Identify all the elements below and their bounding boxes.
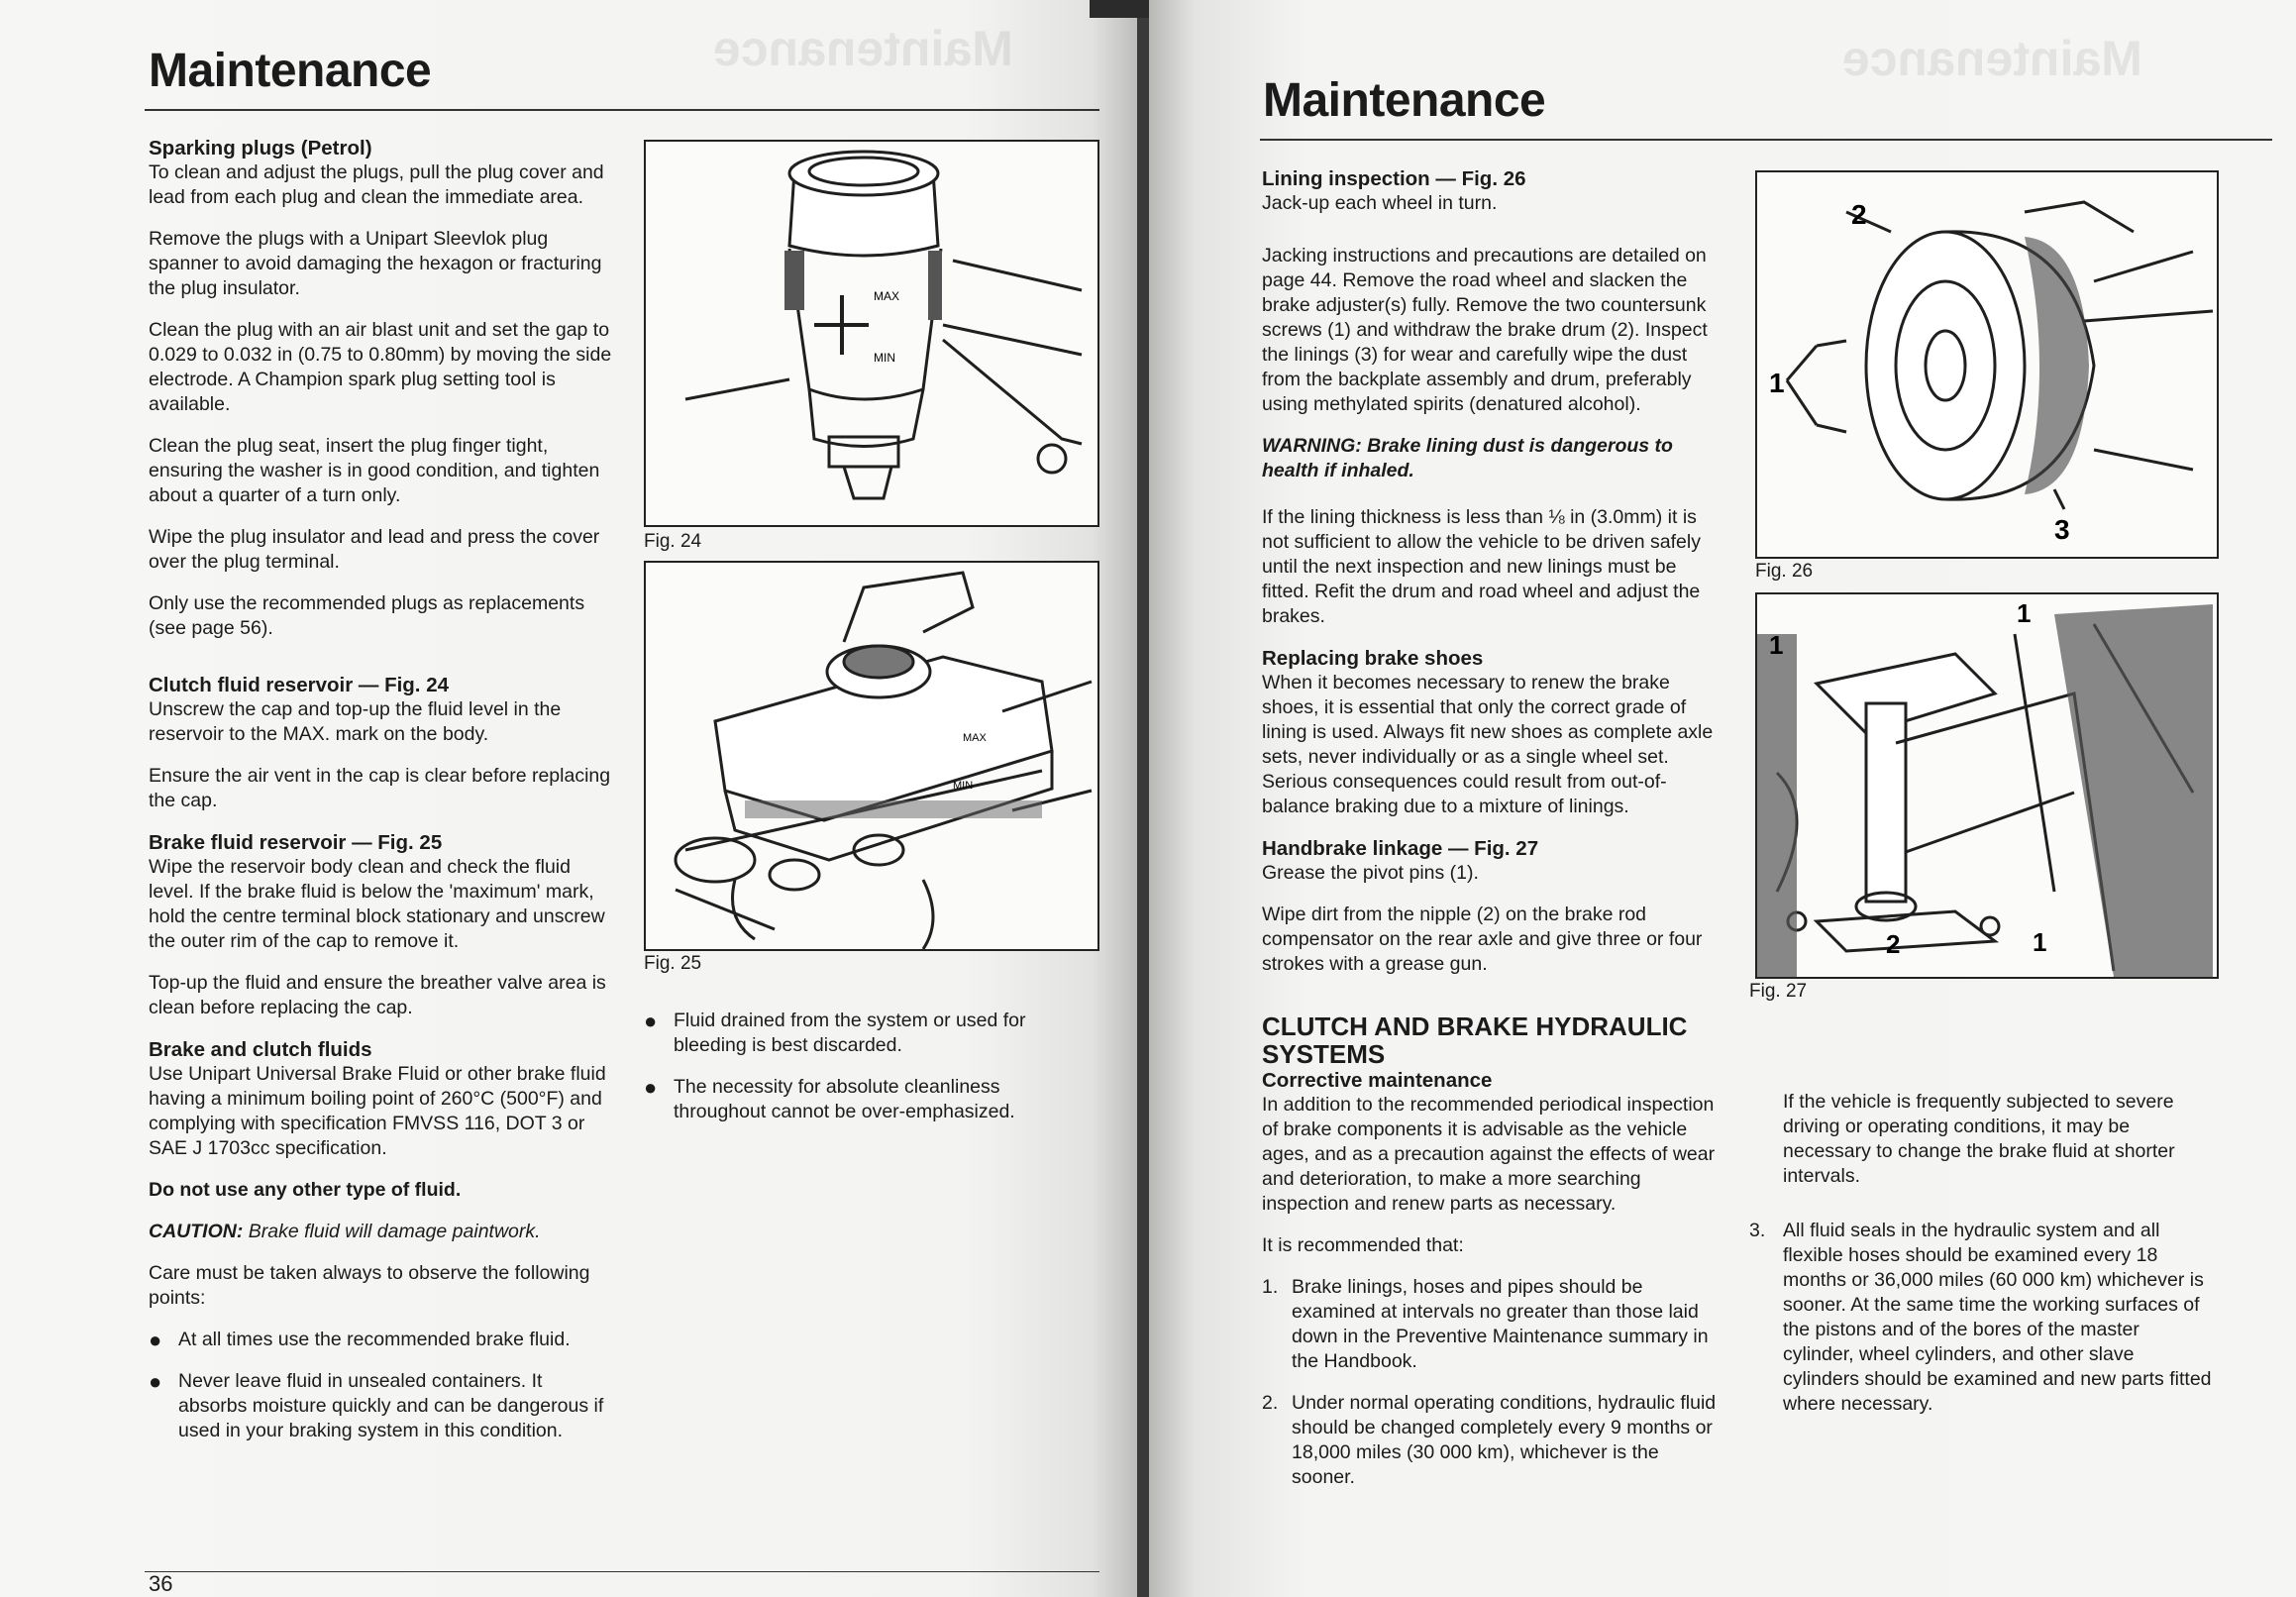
section-heading: Clutch fluid reservoir — Fig. 24 [149,674,450,696]
paragraph: Use Unipart Universal Brake Fluid or other brake fluid having a minimum boiling point of 260°C (500°F) and complying with specification FMVSS 116, DOT 3 or SAE J 1703cc specification. [149,1063,606,1159]
paragraph: Jacking instructions and precautions are detailed on page 44. Remove the road wheel and slacken the brake adjuster(s) fully. Remove the two countersunk screws (1) and withdraw the brake drum (2). Inspect the linings (3) for wear and carefully wipe the dust from the backplate assembly and drum, preferably using methylated spirits (denatured alcohol). [1262,245,1708,415]
show-through-heading: Maintenance [713,21,1013,76]
bullet-text: Never leave fluid in unsealed containers. It absorbs moisture quickly and can be dangerous if used in your braking system in this condition. [178,1370,604,1441]
section-heading: Sparking plugs (Petrol) [149,137,372,160]
section-heading: Brake fluid reservoir — Fig. 25 [149,831,443,854]
footer-rule [145,1571,1099,1572]
page-number: 36 [149,1571,173,1596]
numbered-item [1262,1275,1725,1374]
bullet-item [644,1009,1070,1058]
brake-drum-drawing [1757,172,2217,557]
fig-25-illustration [644,561,1099,951]
page-title: Maintenance [1263,74,1546,127]
item-text: All fluid seals in the hydraulic system and all flexible hoses should be examined every 18 months or 36,000 miles (60 000 km) whichever is sooner. At the same time the working surfaces of the pistons and of the bores of the master cylinder, wheel cylinders, and other slave cylinders should be examined and new parts fitted where necessary. [1783,1220,2212,1415]
paragraph: Clean the plug seat, insert the plug finger tight, ensuring the washer is in good condition, and tighten about a quarter of a turn only. [149,435,600,506]
paragraph: If the lining thickness is less than ⅛ in (3.0mm) it is not sufficient to allow the vehicle to be driven safely until the next inspection and new linings must be fitted. Refit the drum and road wheel and adjust the brakes. [1262,506,1701,627]
paragraph: Only use the recommended plugs as replacements (see page 56). [149,592,585,639]
callout-1: 1 [1769,368,1785,398]
bullet-icon: ● [644,1075,658,1100]
gutter [1137,0,1149,1597]
paragraph: If the vehicle is frequently subjected to severe driving or operating conditions, it may be necessary to change the brake fluid at shorter intervals. [1783,1091,2175,1187]
item-number: 3. [1749,1220,1766,1241]
right-page [1149,0,2296,1597]
paragraph: Care must be taken always to observe the following points: [149,1262,590,1309]
item-text: Under normal operating conditions, hydraulic fluid should be changed completely every 9 months or 18,000 miles (30 000 km), whichever is the sooner. [1292,1392,1717,1488]
numbered-item [1749,1219,2215,1417]
left-page [0,0,1137,1597]
callout-1: 1 [1769,630,1784,660]
callout-1: 1 [2033,927,2047,957]
paragraph: Unscrew the cap and top-up the fluid level in the reservoir to the MAX. mark on the body. [149,698,562,745]
section-heading: Handbrake linkage — Fig. 27 [1262,837,1539,860]
paragraph: In addition to the recommended periodical inspection of brake components it is advisable as the vehicle ages, and as a precaution against the effects of wear and deterioration, to make a more searching inspection and renew parts as necessary. [1262,1094,1716,1215]
fig-26-illustration [1755,170,2219,559]
figure-caption: Fig. 24 [644,531,702,552]
title-rule [1260,139,2272,141]
caution-line [149,1220,614,1244]
min-mark: MIN [953,780,974,792]
paragraph: Top-up the fluid and ensure the breather valve area is clean before replacing the cap. [149,972,606,1018]
section-heading: Brake and clutch fluids [149,1038,372,1061]
item-number: 1. [1262,1276,1279,1298]
paragraph: To clean and adjust the plugs, pull the plug cover and lead from each plug and clean the immediate area. [149,161,604,208]
item-number: 2. [1262,1392,1279,1414]
left-column-2 [644,1009,1070,1141]
paragraph: Remove the plugs with a Unipart Sleevlok plug spanner to avoid damaging the hexagon or fracturing the plug insulator. [149,228,602,299]
handbrake-linkage-drawing [1757,594,2217,977]
caution-label: CAUTION: [149,1221,244,1242]
callout-2: 2 [1851,199,1867,230]
bullet-item [149,1328,614,1352]
bullet-item [149,1369,614,1443]
bullet-text: At all times use the recommended brake fluid. [178,1329,571,1350]
show-through-heading: Maintenance [1842,31,2142,86]
max-mark: MAX [963,732,987,744]
paragraph: Ensure the air vent in the cap is clear before replacing the cap. [149,765,611,811]
section-heading: Lining inspection — Fig. 26 [1262,167,1526,190]
section-heading: Replacing brake shoes [1262,647,1484,670]
min-mark: MIN [874,351,895,365]
callout-2: 2 [1886,929,1901,959]
brake-reservoir-drawing [646,563,1097,949]
right-column-1 [1262,166,1725,1507]
paragraph: It is recommended that: [1262,1234,1464,1256]
paragraph: Wipe the reservoir body clean and check the fluid level. If the brake fluid is below the 'maximum' mark, hold the centre terminal block stationary and unscrew the outer rim of the cap to remove it. [149,856,605,952]
bullet-item [644,1075,1070,1124]
bullet-icon: ● [149,1328,162,1352]
fig-24-illustration [644,140,1099,527]
left-column-1 [149,136,614,1460]
numbered-item [1262,1391,1725,1490]
bullet-text: The necessity for absolute cleanliness throughout cannot be over-emphasized. [674,1076,1015,1122]
title-rule [145,109,1099,111]
bullet-icon: ● [149,1369,162,1394]
warning-text: WARNING: Brake lining dust is dangerous to health if inhaled. [1262,435,1673,481]
figure-caption: Fig. 27 [1749,981,1808,1002]
paragraph: Wipe the plug insulator and lead and press the cover over the plug terminal. [149,526,600,573]
fig-27-illustration [1755,592,2219,979]
max-mark: MAX [874,289,900,303]
right-column-2 [1749,1090,2215,1434]
figure-caption: Fig. 26 [1755,561,1814,582]
bullet-icon: ● [644,1009,658,1033]
callout-1: 1 [2017,598,2032,628]
paragraph: When it becomes necessary to renew the brake shoes, it is essential that only the correct grade of lining is used. Always fit new shoes as complete axle sets, never individually or as a single wheel set. Serious consequences could result from out-of-balance braking due to a mixture of linings. [1262,672,1714,817]
paragraph: Jack-up each wheel in turn. [1262,192,1498,214]
bold-notice: Do not use any other type of fluid. [149,1179,462,1201]
figure-caption: Fig. 25 [644,953,702,974]
bullet-text: Fluid drained from the system or used for bleeding is best discarded. [674,1010,1026,1056]
caution-text: Brake fluid will damage paintwork. [243,1221,541,1242]
section-heading-major: CLUTCH AND BRAKE HYDRAULIC SYSTEMS [1262,1011,1688,1069]
page-title: Maintenance [149,45,432,97]
paragraph: Grease the pivot pins (1). [1262,862,1479,884]
paragraph: Wipe dirt from the nipple (2) on the brake rod compensator on the rear axle and give three or four strokes with a grease gun. [1262,904,1703,975]
fluid-reservoir-drawing [646,142,1097,525]
item-text: Brake linings, hoses and pipes should be examined at intervals no greater than those laid down in the Preventive Maintenance summary in the Handbook. [1292,1276,1709,1372]
callout-3: 3 [2054,514,2070,545]
section-heading: Corrective maintenance [1262,1069,1493,1092]
paragraph: Clean the plug with an air blast unit and set the gap to 0.029 to 0.032 in (0.75 to 0.80mm) by moving the side electrode. A Champion spark plug setting tool is available. [149,319,612,415]
